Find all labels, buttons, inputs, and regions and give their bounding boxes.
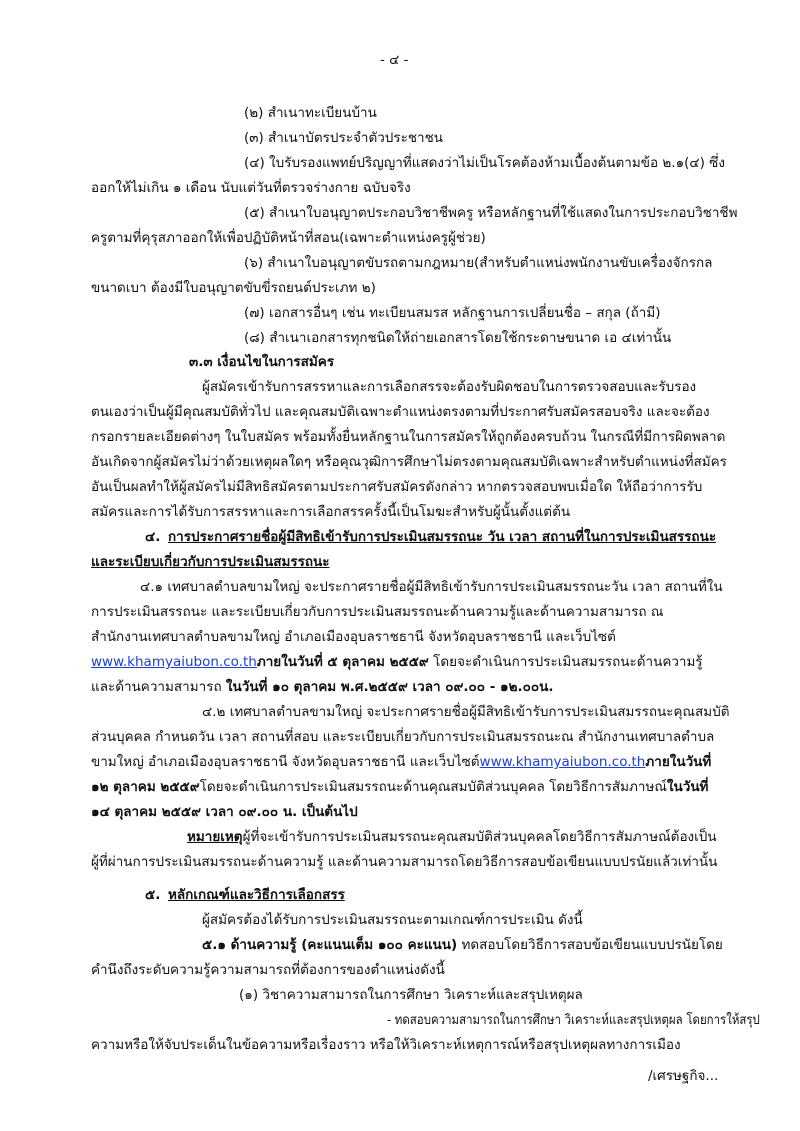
note-line1 — [187, 827, 717, 847]
note-line2: ผู้ที่ผ่านการประเมินสมรรถนะด้านความรู้ และด้านความสามารถโดยวิธีการสอบข้อเขียนแบบปรนัยแล้วเท่านั้น — [91, 854, 718, 870]
section-3-3-line6: สมัครและการได้รับการสรรหาและการเลือกสรรครั้งนี้เป็นโมฆะสำหรับผู้นั้นตั้งแต่ต้น — [91, 504, 571, 520]
doc-item-4-line1: (๔) ใบรับรองแพทย์ปริญญาที่แสดงว่าไม่เป็นโรคต้องห้ามเบื้องต้นตามข้อ ๒.๑(๔) ซึ่ง — [244, 155, 725, 171]
section-5-line2-rest: ทดสอบโดยวิธีการสอบข้อเขียนแบบปรนัยโดย — [457, 937, 723, 953]
section-5-line1: ผู้สมัครต้องได้รับการประเมินสมรรถนะตามเกณฑ์การประเมิน ดังนี้ — [202, 912, 583, 928]
continue-marker: /เศรษฐกิจ... — [648, 1068, 719, 1084]
section-3-3-heading: ๓.๓ เงื่อนไขในการสมัคร — [189, 354, 335, 370]
section-5-line2 — [202, 935, 723, 955]
doc-item-4-line2: ออกให้ไม่เกิน ๑ เดือน นับแต่วันที่ตรวจร่างกาย ฉบับจริง — [91, 180, 411, 196]
section-4-2-line3-a: ขามใหญ่ อำเภอเมืองอุบลราชธานี จังหวัดอุบลราชธานี และเว็บไซต์ — [91, 754, 480, 770]
section-4-2-line3 — [91, 752, 711, 772]
section-4-1-line4 — [91, 652, 703, 672]
doc-item-7: (๗) เอกสารอื่นๆ เช่น ทะเบียนสมรส หลักฐานการเปลี่ยนชื่อ – สกุล (ถ้ามี) — [244, 305, 661, 321]
doc-item-5-line1: (๕) สำเนาใบอนุญาตประกอบวิชาชีพครู หรือหลักฐานที่ใช้แสดงในการประกอบวิชาชีพ — [244, 205, 738, 221]
section-5-line6: ความหรือให้จับประเด็นในข้อความหรือเรื่องราว หรือให้วิเคราะห์เหตุการณ์หรือสรุปเหตุผลทางการเมือง — [91, 1037, 681, 1053]
doc-item-2: (๒) สำเนาทะเบียนบ้าน — [244, 105, 377, 121]
doc-item-8: (๘) สำเนาเอกสารทุกชนิดให้ถ่ายเอกสารโดยใช้กระดาษขนาด เอ ๔เท่านั้น — [244, 330, 672, 346]
section-4-number: ๔. — [145, 529, 161, 545]
section-3-3-line4: อันเกิดจากผู้สมัครไม่ว่าด้วยเหตุผลใดๆ หรือคุณวุฒิการศึกษาไม่ตรงตามคุณสมบัติเฉพาะสำหรับตำแหน่งที่สมัคร — [91, 454, 727, 470]
section-4-2-line3-bold: ภายในวันที่ — [645, 754, 712, 770]
knowledge-score: ๕.๑ ด้านความรู้ (คะแนนเต็ม ๑๐๐ คะแนน) — [202, 937, 458, 953]
doc-item-3: (๓) สำเนาบัตรประจำตัวประชาชน — [244, 130, 443, 146]
section-4-2-line4 — [91, 777, 708, 797]
section-5-heading: หลักเกณฑ์และวิธีการเลือกสรร — [168, 887, 345, 903]
section-5-line5: - ทดสอบความสามารถในการศึกษา วิเคราะห์และสรุปเหตุผล โดยการให้สรุป — [387, 1012, 760, 1028]
section-4-1-line5-a: และด้านความสามารถ — [91, 679, 226, 695]
exam-date: ในวันที่ ๑๐ ตุลาคม พ.ศ.๒๕๕๙ เวลา ๐๙.๐๐ - ๑๒.๐๐น. — [225, 679, 554, 695]
section-3-3-line3: กรอกรายละเอียดต่างๆ ในใบสมัคร พร้อมทั้งยื่นหลักฐานในการสมัครให้ถูกต้องครบถ้วน ในกรณีที่มีการผิดพลาด — [91, 429, 726, 445]
note-label: หมายเหตุ — [187, 829, 243, 845]
section-4-2-line2: ส่วนบุคคล กำหนดวัน เวลา สถานที่สอบ และระเบียบเกี่ยวกับการประเมินสมรรถนะณ สำนักงานเทศบาลตำบล — [91, 729, 715, 745]
page-number: - ๔ - — [380, 52, 409, 68]
section-4-heading-line1: การประกาศรายชื่อผู้มีสิทธิเข้ารับการประเมินสมรรถนะ วัน เวลา สถานที่ในการประเมินสรรถนะ — [168, 529, 717, 545]
section-5-line4: (๑) วิชาความสามารถในการศึกษา วิเคราะห์และสรุปเหตุผล — [239, 987, 583, 1003]
section-4-2-line1: ๔.๒ เทศบาลตำบลขามใหญ่ จะประกาศรายชื่อผู้มีสิทธิเข้ารับการประเมินสมรรถนะคุณสมบัติ — [202, 704, 730, 720]
section-4-1-line5 — [91, 677, 553, 697]
section-3-3-line5: อันเป็นผลทำให้ผู้สมัครไม่มีสิทธิสมัครตามประกาศรับสมัครดังกล่าว หากตรวจสอบพบเมื่อใด ให้ถือว่าการรับ — [91, 479, 703, 495]
section-4-heading-line2: และระเบียบเกี่ยวกับการประเมินสมรรถนะ — [91, 554, 330, 570]
interview-announce-date: ๑๒ ตุลาคม ๒๕๕๙ — [91, 779, 200, 795]
section-4-2-line4-rest: โดยจะดำเนินการประเมินสมรรถนะด้านคุณสมบัติส่วนบุคคล โดยวิธีการสัมภาษณ์ — [199, 779, 667, 795]
section-4-1-line4-rest: โดยจะดำเนินการประเมินสมรรถนะด้านความรู้ — [428, 654, 703, 670]
section-4-2-line4-bold2: ในวันที่ — [666, 779, 709, 795]
note-text: ผู้ที่จะเข้ารับการประเมินสมรรถนะคุณสมบัติส่วนบุคคลโดยวิธีการสัมภาษณ์ต้องเป็น — [242, 829, 717, 845]
section-4-2-line5: ๑๔ ตุลาคม ๒๕๕๙ เวลา ๐๙.๐๐ น. เป็นต้นไป — [91, 804, 358, 820]
section-4-1-line2: การประเมินสรรถนะ และระเบียบเกี่ยวกับการประเมินสมรรถนะด้านความรู้และด้านความสามารถ ณ — [91, 604, 664, 620]
section-5-number: ๕. — [145, 887, 161, 903]
doc-item-6-line2: ขนาดเบา ต้องมีใบอนุญาตขับขี่รถยนต์ประเภท ๒) — [91, 280, 376, 296]
website-link-2[interactable]: www.khamyaiubon.co.th — [479, 754, 646, 770]
announce-date: ภายในวันที่ ๕ ตุลาคม ๒๕๕๙ — [256, 654, 429, 670]
section-3-3-line1: ผู้สมัครเข้ารับการสรรหาและการเลือกสรรจะต้องรับผิดชอบในการตรวจสอบและรับรอง — [202, 379, 697, 395]
section-4-1-line3: สำนักงานเทศบาลตำบลขามใหญ่ อำเภอเมืองอุบลราชธานี จังหวัดอุบลราชธานี และเว็บไซต์ — [91, 629, 616, 645]
doc-item-5-line2: ครูตามที่คุรุสภาออกให้เพื่อปฏิบัติหน้าที่สอน(เฉพาะตำแหน่งครูผู้ช่วย) — [91, 230, 486, 246]
section-3-3-line2: ตนเองว่าเป็นผู้มีคุณสมบัติทั่วไป และคุณสมบัติเฉพาะตำแหน่งตรงตามที่ประกาศรับสมัครสอบจริง และจะต้อง — [91, 404, 710, 420]
doc-item-6-line1: (๖) สำเนาใบอนุญาตขับรถตามกฎหมาย(สำหรับตำแหน่งพนักงานขับเครื่องจักรกล — [244, 255, 713, 271]
website-link[interactable]: www.khamyaiubon.co.th — [91, 654, 257, 670]
section-4-1-line1: ๔.๑ เทศบาลตำบลขามใหญ่ จะประกาศรายชื่อผู้มีสิทธิเข้ารับการประเมินสมรรถนะวัน เวลา สถานที่ใน — [140, 579, 723, 595]
section-5-line3: คำนึงถึงระดับความรู้ความสามารถที่ต้องการของตำแหน่งดังนี้ — [91, 962, 445, 978]
